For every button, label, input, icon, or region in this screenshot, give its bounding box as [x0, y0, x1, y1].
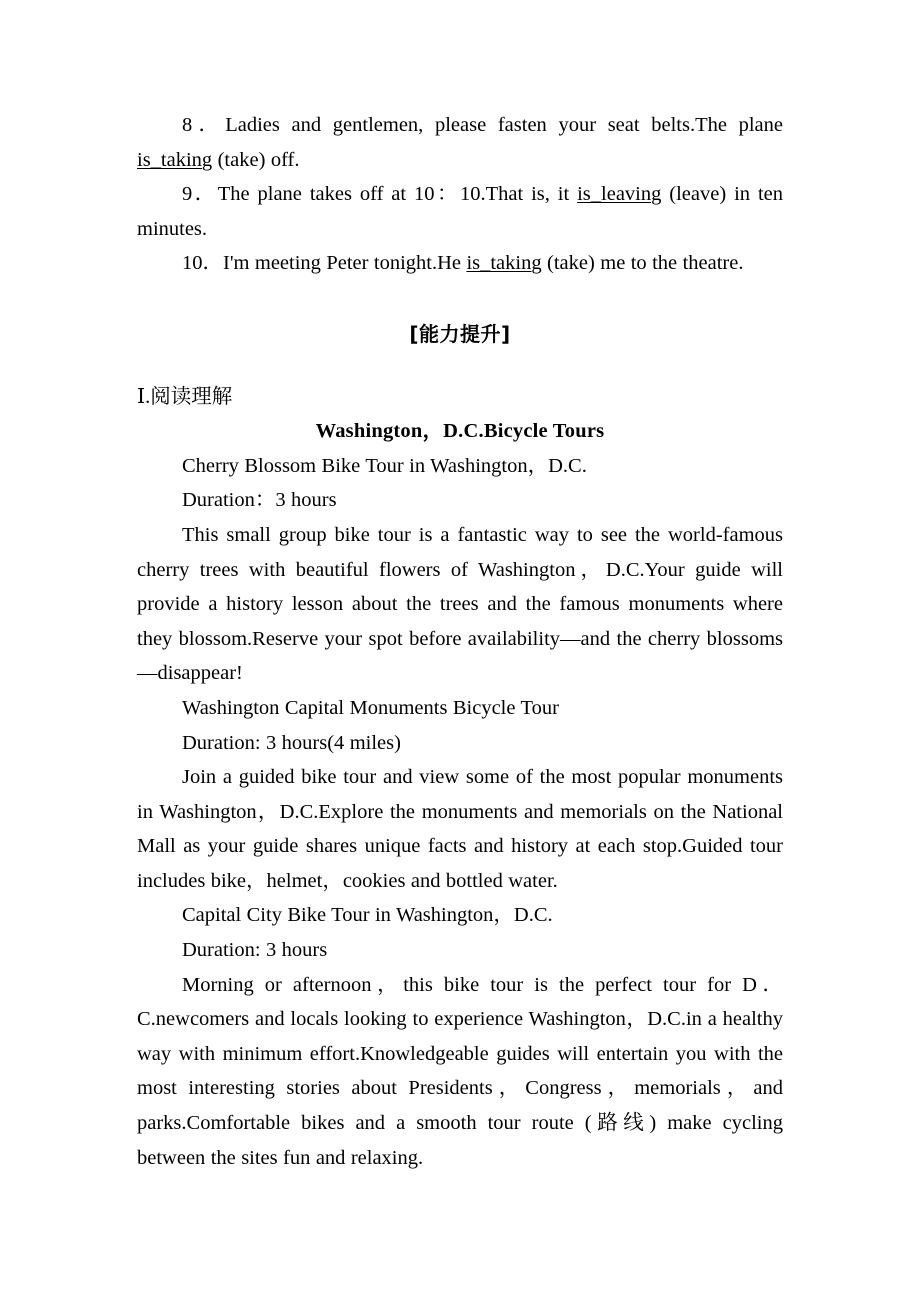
item-text-after: (take) me to the theatre. [541, 252, 744, 275]
heading-spacer [137, 281, 783, 317]
item-number: 10． [182, 252, 223, 275]
tour-description: Morning or afternoon，this bike tour is the perfect tour for D．C.newcomers and locals looking to experience Washington，D.C.in a healthy way with minimum effort.Knowledgeable guides will entertain you with the most interesting stories about Presidents，Congress，memorials，and parks.Comfortable bikes and a smooth tour route (路线) make cycling between the sites fun and relaxing. [137, 973, 783, 1169]
tour-name: Cherry Blossom Bike Tour in Washington，D.C. [182, 454, 587, 477]
tour-duration: Duration：3 hours [182, 489, 337, 512]
item-text-before: I'm meeting Peter tonight.He [223, 252, 467, 275]
item-text-before: Ladies and gentlemen, please fasten your seat belts.The plane [225, 114, 784, 136]
article-title: Washington，D.C.Bicycle Tours [315, 420, 605, 443]
tour-duration: Duration: 3 hours(4 miles) [182, 731, 401, 754]
item-text-after: (leave) in ten minutes. [137, 183, 783, 240]
subsection-label: Ⅰ.阅读理解 [137, 385, 233, 408]
tour-description: Join a guided bike tour and view some of the most popular monuments in Washington，D.C.Explore the monuments and memorials on the National Mall as your guide shares unique facts and history at each stop.Guided tour includes bike，helmet，cookies and bottled water. [137, 766, 783, 892]
tour-name: Washington Capital Monuments Bicycle Tour [182, 696, 559, 719]
exercise-item-10 [137, 246, 783, 281]
exercise-item-8 [137, 108, 783, 177]
item-number: 8． [182, 114, 226, 136]
item-answer: is_taking [137, 148, 213, 171]
heading-spacer [137, 352, 783, 380]
item-number: 9． [182, 183, 218, 206]
tour-name: Capital City Bike Tour in Washington，D.C. [182, 904, 553, 927]
section-heading: [能力提升] [409, 321, 511, 346]
item-answer: is_leaving [577, 183, 662, 206]
page-content [137, 108, 783, 1175]
exercise-item-9 [137, 177, 783, 246]
item-text-before: The plane takes off at 10：10.That is, it [217, 183, 578, 206]
item-text-after: (take) off. [212, 148, 300, 171]
item-answer: is_taking [466, 252, 542, 275]
tour-duration: Duration: 3 hours [182, 939, 328, 962]
tour-description: This small group bike tour is a fantastic way to see the world-famous cherry trees with beautiful flowers of Washington，D.C.Your guide will provide a history lesson about the trees and the famous monuments where they blossom.Reserve your spot before availability—and the cherry blossoms—disappear! [137, 523, 783, 685]
